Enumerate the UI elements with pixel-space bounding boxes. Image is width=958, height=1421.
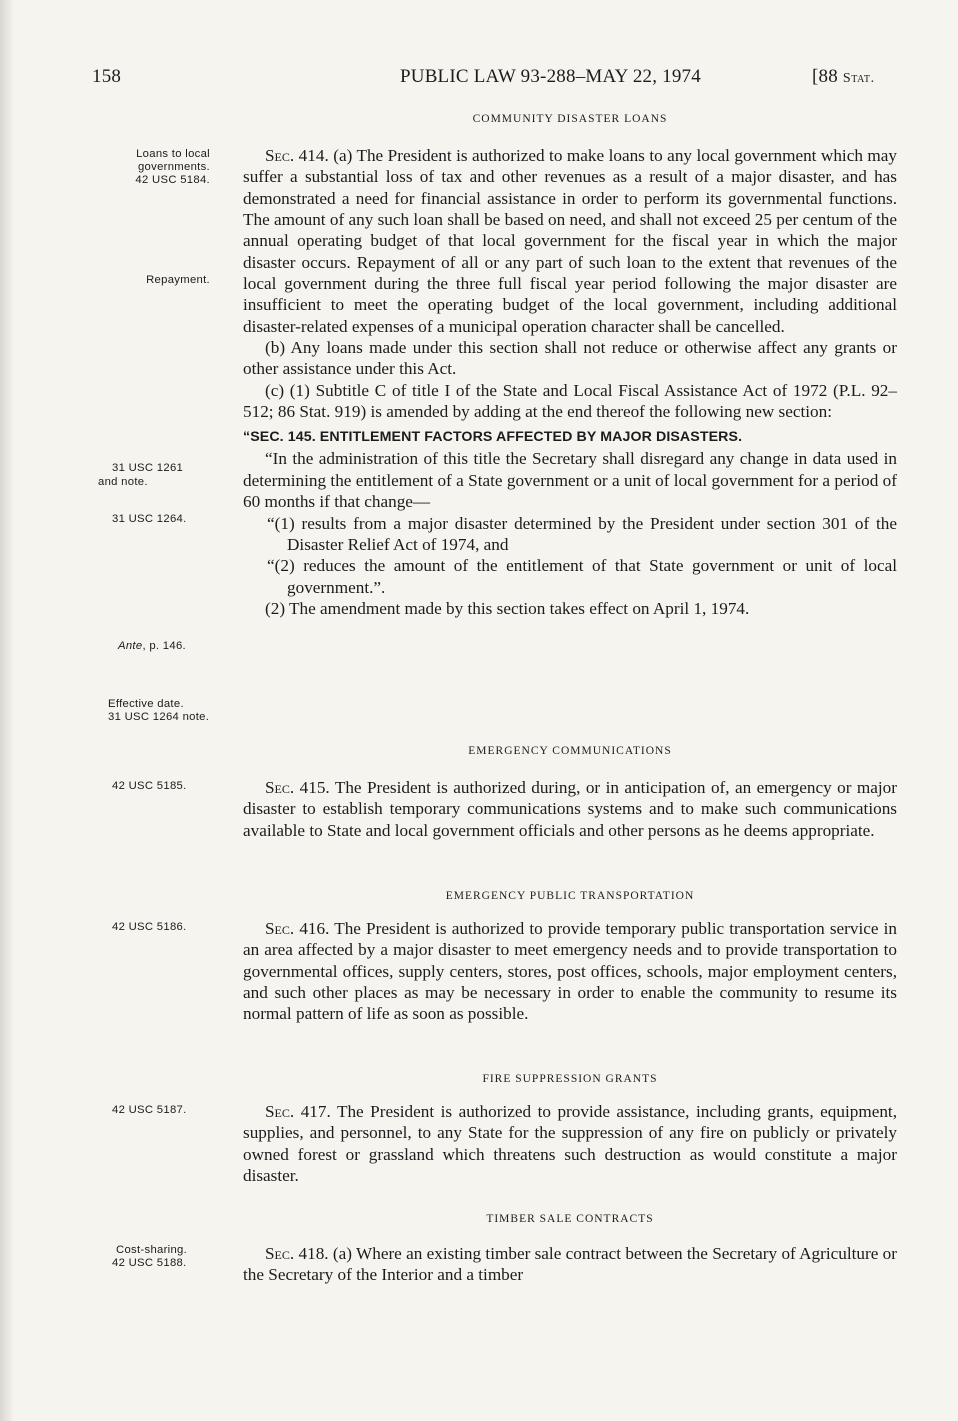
margin-note-usc-5186: 42 USC 5186. — [112, 921, 187, 933]
heading-emergency-communications: EMERGENCY COMMUNICATIONS — [468, 745, 672, 757]
sec-label: Sec. — [265, 1102, 295, 1121]
section-414-c2: (2) The amendment made by this section takes effect on April 1, 1974. — [265, 598, 750, 618]
section-418-a — [243, 1243, 897, 1286]
margin-note-usc-5188: 42 USC 5188. — [112, 1257, 187, 1269]
heading-fire-suppression-grants: FIRE SUPPRESSION GRANTS — [482, 1073, 658, 1085]
page-edge — [0, 0, 14, 1421]
running-title: PUBLIC LAW 93-288–MAY 22, 1974 — [400, 66, 701, 87]
heading-community-disaster-loans: COMMUNITY DISASTER LOANS — [472, 113, 668, 125]
margin-note-ante — [118, 640, 248, 653]
section-414-a-text: 414. (a) The President is authorized to make loans to any local government which may suffer a substantial loss of tax and other revenues as a result of a major disaster, and has demonstrated a need for financial assistance in order to perform its governmental functions. The amount of any such loan shall be based on need, and shall not exceed 25 per centum of the annual operating budget of that local government for the fiscal year in which the major disaster occurs. Repayment of all or any part of such loan to the extent that revenues of the local government during the three full fiscal year period following the major disaster are insufficient to meet the operating budget of the local government, including additional disaster-related expenses of a municipal operation character shall be cancelled. — [243, 146, 897, 336]
section-416-text: 416. The President is authorized to provide temporary public transportation service in an area affected by a major disaster to meet emergency needs and to provide transportation to governmental offices, supply centers, stores, post offices, schools, major employment centers, and such other places as may be necessary in order to enable the community to resume its normal pattern of life as soon as possible. — [243, 919, 897, 1024]
section-414-c1: (c) (1) Subtitle C of title I of the State and Local Fiscal Assistance Act of 1972 (P.L. 92–512; 86 Stat. 919) is amended by adding at the end thereof the following new section: — [243, 380, 897, 422]
section-145-text: “In the administration of this title the Secretary shall disregard any change in data used in determining the entitlement of a State government or a unit of local government for a period of 60 months if that change— — [243, 449, 897, 512]
margin-note-usc-1261: 31 USC 1261 — [112, 462, 184, 474]
margin-note-repayment: Repayment. — [146, 274, 210, 286]
section-416 — [243, 918, 897, 1025]
section-145-item-2: “(2) reduces the amount of the entitlement of that State government or unit of local government.”. — [267, 556, 897, 597]
margin-note-loans: Loans to local governments. — [136, 148, 210, 173]
section-417-text: 417. The President is authorized to provide assistance, including grants, equipment, supplies, and personnel, to any State for the suppression of any fire on publicly or privately owned forest or grassland which threatens such destruction as would constitute a major disaster. — [243, 1102, 897, 1186]
margin-note-cost-sharing: Cost-sharing. — [116, 1244, 188, 1256]
section-145-heading: “SEC. 145. ENTITLEMENT FACTORS AFFECTED BY MAJOR DISASTERS. — [243, 429, 743, 446]
section-145-item-1: “(1) results from a major disaster determined by the President under section 301 of the Disaster Relief Act of 1974, and — [267, 513, 897, 554]
margin-note-usc-5185: 42 USC 5185. — [112, 780, 187, 792]
sec-label: Sec. — [265, 778, 295, 797]
section-414-b: (b) Any loans made under this section shall not reduce or otherwise affect any grants or other assistance under this Act. — [243, 338, 897, 379]
margin-note-and-note: and note. — [98, 476, 148, 488]
sec-label: Sec. — [265, 1244, 295, 1263]
margin-note-usc-5184: 42 USC 5184. — [135, 174, 210, 186]
sec-label: Sec. — [265, 919, 295, 938]
statute-reference — [812, 66, 875, 88]
margin-note-effective-date: Effective date. — [108, 698, 184, 710]
statute-prefix: [88 — [812, 66, 843, 87]
section-414-a — [243, 145, 897, 337]
section-415 — [243, 777, 897, 841]
section-418-block — [243, 1243, 897, 1286]
heading-emergency-public-transportation: EMERGENCY PUBLIC TRANSPORTATION — [445, 890, 695, 902]
section-417 — [243, 1101, 897, 1186]
ante-word: Ante — [118, 640, 143, 652]
section-417-block — [243, 1101, 897, 1186]
section-415-text: 415. The President is authorized during, or in anticipation of, an emergency or major disaster to establish temporary communications systems and to make such communications available to State and local government officials and other persons as he deems appropriate. — [243, 778, 897, 840]
ante-page: , p. 146. — [142, 640, 186, 652]
heading-timber-sale-contracts: TIMBER SALE CONTRACTS — [486, 1213, 654, 1225]
section-418-a-text: 418. (a) Where an existing timber sale contract between the Secretary of Agriculture or the Secretary of the Interior and a timber — [243, 1244, 897, 1285]
statute-word: Stat. — [842, 71, 875, 86]
page-number: 158 — [92, 66, 122, 87]
sec-label: Sec. — [265, 146, 295, 165]
section-416-block — [243, 918, 897, 1025]
margin-note-usc-5187: 42 USC 5187. — [112, 1104, 187, 1116]
section-414-block — [243, 145, 897, 619]
margin-note-usc-1264-note: 31 USC 1264 note. — [108, 711, 210, 723]
margin-note-usc-1264: 31 USC 1264. — [112, 513, 187, 525]
section-415-block — [243, 777, 897, 841]
